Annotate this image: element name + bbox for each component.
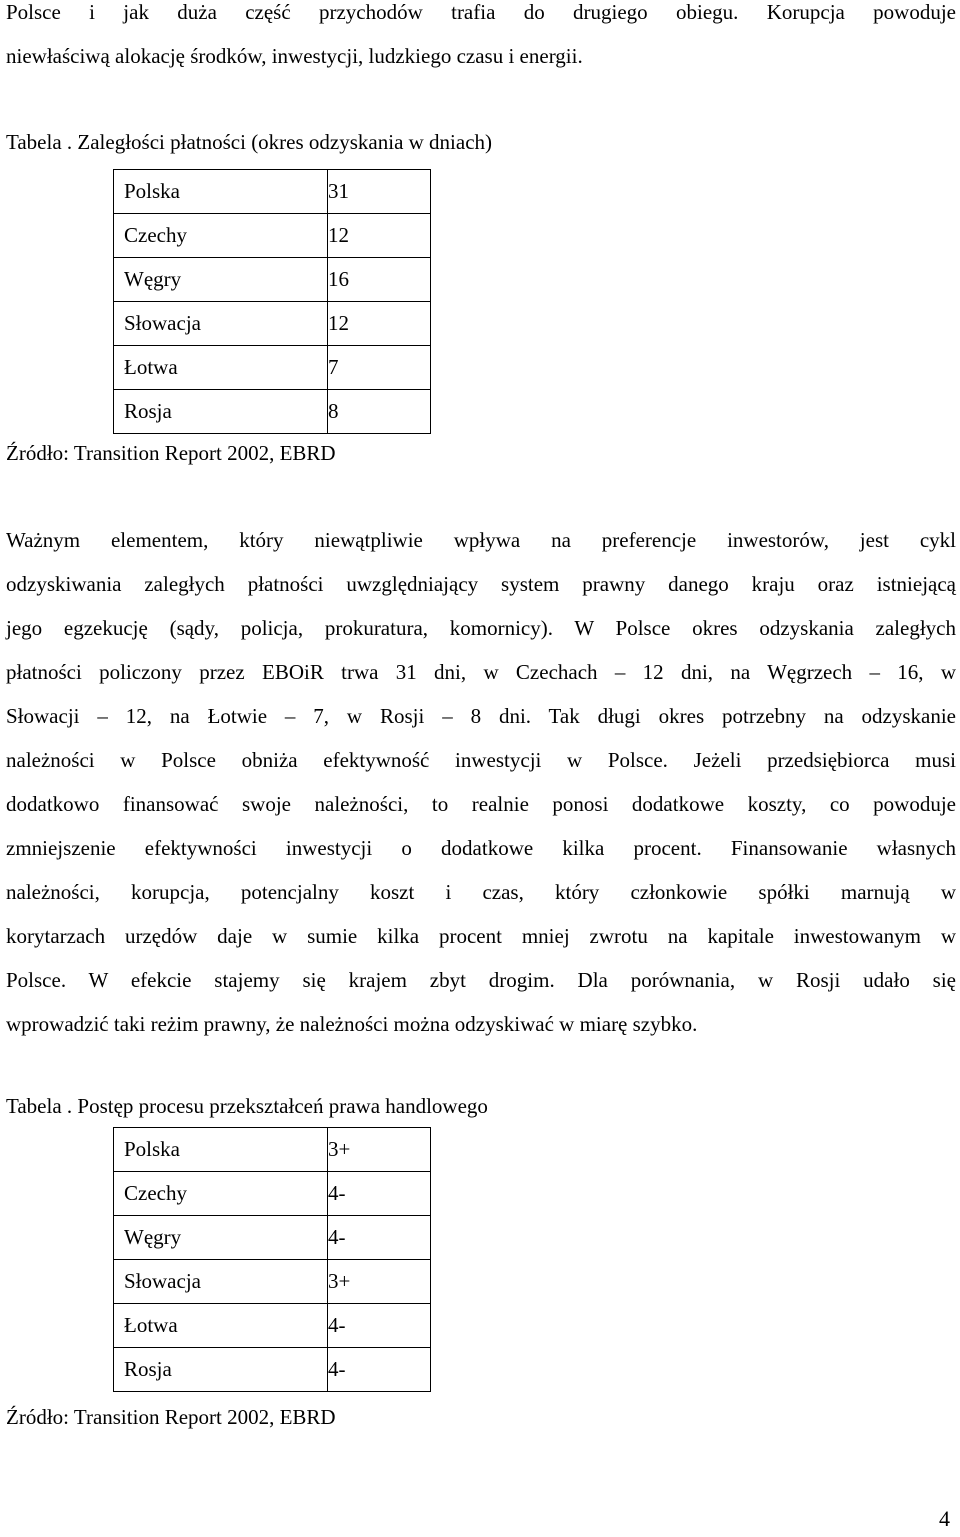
table-row [114, 170, 431, 214]
table-row [114, 346, 431, 390]
table-cell-country: Słowacja [114, 302, 328, 346]
table-cell-value: 31 [328, 170, 431, 214]
table-row [114, 1348, 431, 1392]
table-row [114, 1216, 431, 1260]
table-row [114, 258, 431, 302]
table-cell-country: Łotwa [114, 346, 328, 390]
paragraph-line: Ważnym elementem, który niewątpliwie wpływa na preferencje inwestorów, jest cykl [6, 528, 956, 552]
table1-source: Źródło: Transition Report 2002, EBRD [6, 441, 336, 465]
paragraph-line: płatności policzony przez EBOiR trwa 31 dni, w Czechach – 12 dni, na Węgrzech – 16, w [6, 660, 956, 684]
table-cell-country: Rosja [114, 1348, 328, 1392]
table-cell-country: Czechy [114, 1172, 328, 1216]
paragraph-line: odzyskiwania zaległych płatności uwzględniający system prawny danego kraju oraz istniejącą [6, 572, 956, 596]
paragraph-line: korytarzach urzędów daje w sumie kilka procent mniej zwrotu na kapitale inwestowanym w [6, 924, 956, 948]
commercial-law-progress-table [113, 1127, 431, 1392]
paragraph-line: zmniejszenie efektywności inwestycji o dodatkowe kilka procent. Finansowanie własnych [6, 836, 956, 860]
table2-source: Źródło: Transition Report 2002, EBRD [6, 1405, 336, 1429]
table-cell-country: Czechy [114, 214, 328, 258]
table-row [114, 214, 431, 258]
table-cell-value: 4- [328, 1304, 431, 1348]
table-row [114, 1304, 431, 1348]
table-cell-country: Polska [114, 170, 328, 214]
payment-arrears-table [113, 169, 431, 434]
table-cell-value: 8 [328, 390, 431, 434]
table-cell-value: 4- [328, 1348, 431, 1392]
table-cell-value: 16 [328, 258, 431, 302]
page-number: 4 [939, 1506, 950, 1531]
table-cell-country: Węgry [114, 1216, 328, 1260]
table-row [114, 1260, 431, 1304]
table1-caption: Tabela . Zaległości płatności (okres odzyskania w dniach) [6, 130, 493, 154]
table-cell-country: Polska [114, 1128, 328, 1172]
table-row [114, 1172, 431, 1216]
paragraph-line: Polsce. W efekcie stajemy się krajem zbyt drogim. Dla porównania, w Rosji udało się [6, 968, 956, 992]
paragraph-line: jego egzekucję (sądy, policja, prokuratura, komornicy). W Polsce okres odzyskania zaległych [6, 616, 956, 640]
table-cell-value: 4- [328, 1172, 431, 1216]
paragraph-line: Słowacji – 12, na Łotwie – 7, w Rosji – 8 dni. Tak długi okres potrzebny na odzyskanie [6, 704, 956, 728]
paragraph-line: należności w Polsce obniża efektywność inwestycji w Polsce. Jeżeli przedsiębiorca musi [6, 748, 956, 772]
table2-caption: Tabela . Postęp procesu przekształceń prawa handlowego [6, 1094, 488, 1118]
table-cell-country: Łotwa [114, 1304, 328, 1348]
table-cell-country: Rosja [114, 390, 328, 434]
table-row [114, 302, 431, 346]
paragraph-line: wprowadzić taki reżim prawny, że należności można odzyskiwać w miarę szybko. [6, 1012, 698, 1036]
table-cell-value: 3+ [328, 1260, 431, 1304]
table-cell-country: Węgry [114, 258, 328, 302]
table-cell-value: 4- [328, 1216, 431, 1260]
intro-line-1: Polsce i jak duża część przychodów trafia do drugiego obiegu. Korupcja powoduje [6, 0, 956, 24]
intro-line-2: niewłaściwą alokację środków, inwestycji, ludzkiego czasu i energii. [6, 44, 583, 68]
table-cell-country: Słowacja [114, 1260, 328, 1304]
table-cell-value: 3+ [328, 1128, 431, 1172]
paragraph-line: dodatkowo finansować swoje należności, to realnie ponosi dodatkowe koszty, co powoduje [6, 792, 956, 816]
table-row [114, 390, 431, 434]
table-row [114, 1128, 431, 1172]
table-cell-value: 12 [328, 302, 431, 346]
table-cell-value: 12 [328, 214, 431, 258]
paragraph-line: należności, korupcja, potencjalny koszt i czas, który członkowie spółki marnują w [6, 880, 956, 904]
table-cell-value: 7 [328, 346, 431, 390]
